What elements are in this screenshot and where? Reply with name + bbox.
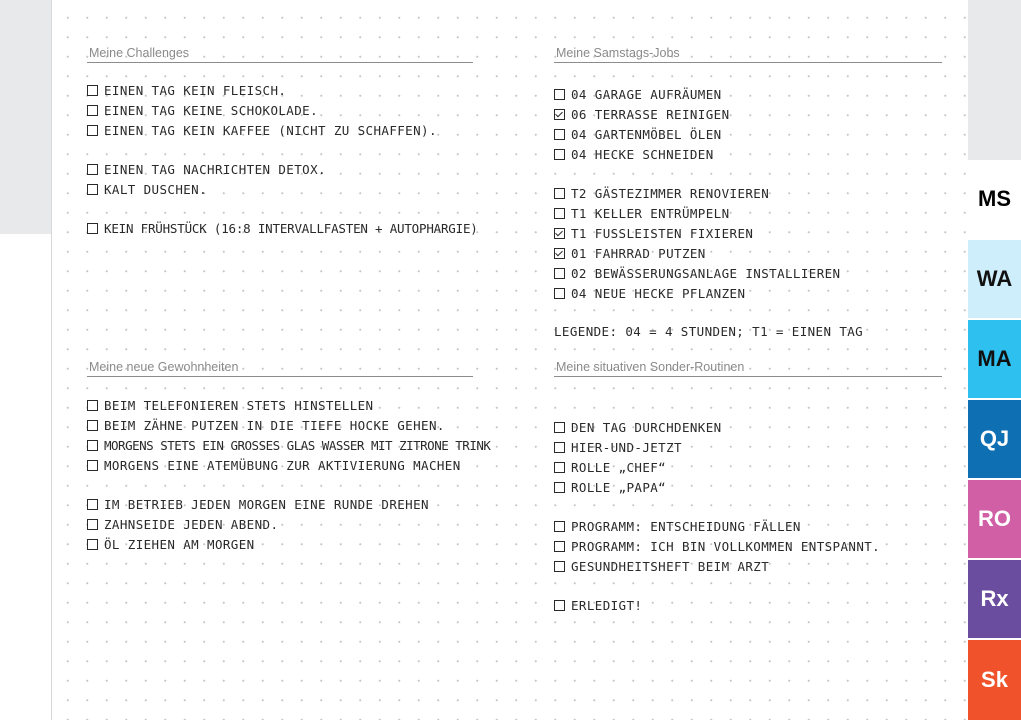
- section-divider: [87, 376, 473, 377]
- checkbox[interactable]: [554, 462, 565, 473]
- checkbox[interactable]: [554, 442, 565, 453]
- checklist-item-label: EINEN TAG NACHRICHTEN DETOX.: [104, 161, 326, 177]
- checklist-item[interactable]: [554, 243, 942, 263]
- checklist-item-label: 06 TERRASSE REINIGEN: [571, 106, 730, 122]
- checklist-item-label: KEIN FRÜHSTÜCK (16:8 INTERVALLFASTEN + AUTOPHARGIE): [104, 220, 478, 236]
- checkbox[interactable]: [87, 519, 98, 530]
- section-saturday-jobs: [554, 46, 942, 339]
- tab-label: Rx: [980, 586, 1009, 611]
- checklist-item[interactable]: [554, 183, 942, 203]
- checklist-item[interactable]: [87, 120, 473, 140]
- checkbox[interactable]: [554, 89, 565, 100]
- checklist-item-label: EINEN TAG KEIN KAFFEE (NICHT ZU SCHAFFEN).: [104, 122, 437, 138]
- checklist-item[interactable]: [554, 536, 942, 556]
- checklist-item[interactable]: [87, 80, 473, 100]
- checkbox[interactable]: [87, 223, 98, 234]
- checklist-item[interactable]: [554, 84, 942, 104]
- right-rail-blank: [968, 0, 1021, 160]
- checklist-item-label: ROLLE „CHEF“: [571, 459, 667, 475]
- checklist-item[interactable]: [554, 144, 942, 164]
- checklist-item[interactable]: [554, 263, 942, 283]
- section-divider: [87, 62, 473, 63]
- checkbox[interactable]: [554, 188, 565, 199]
- checkbox[interactable]: [554, 561, 565, 572]
- checkbox[interactable]: [87, 164, 98, 175]
- checklist-item[interactable]: [554, 124, 942, 144]
- checklist-item-label: 04 GARAGE AUFRÄUMEN: [571, 86, 722, 102]
- checklist-item[interactable]: [554, 223, 942, 243]
- checklist-item-label: 04 GARTENMÖBEL ÖLEN: [571, 126, 722, 142]
- checklist-item-label: T1 FUSSLEISTEN FIXIEREN: [571, 225, 754, 241]
- checkbox[interactable]: [554, 149, 565, 160]
- checklist-item[interactable]: [87, 159, 473, 179]
- checklist-item-label: 04 NEUE HECKE PFLANZEN: [571, 285, 746, 301]
- checklist-item-label: T2 GÄSTEZIMMER RENOVIEREN: [571, 185, 770, 201]
- checklist-item[interactable]: [554, 595, 942, 615]
- checklist-item-label: ZAHNSEIDE JEDEN ABEND.: [104, 516, 279, 532]
- tab-label: MS: [978, 186, 1011, 211]
- checkbox-checked[interactable]: [554, 248, 565, 259]
- checkbox[interactable]: [87, 184, 98, 195]
- checkbox[interactable]: [87, 85, 98, 96]
- checklist-item-label: ÖL ZIEHEN AM MORGEN: [104, 536, 255, 552]
- tab-label: Sk: [981, 667, 1008, 692]
- checkbox[interactable]: [554, 129, 565, 140]
- checklist-item-label: GESUNDHEITSHEFT BEIM ARZT: [571, 558, 770, 574]
- checkbox[interactable]: [554, 521, 565, 532]
- checklist-item-label: HIER-UND-JETZT: [571, 439, 682, 455]
- tab-ro[interactable]: [968, 480, 1021, 558]
- checklist-item-label: EINEN TAG KEINE SCHOKOLADE.: [104, 102, 318, 118]
- checkbox[interactable]: [554, 208, 565, 219]
- tab-label: MA: [977, 346, 1012, 371]
- checklist-item[interactable]: [87, 415, 473, 435]
- tab-qj[interactable]: [968, 400, 1021, 478]
- checklist-item-label: IM BETRIEB JEDEN MORGEN EINE RUNDE DREHEN: [104, 496, 429, 512]
- checklist-item[interactable]: [87, 100, 473, 120]
- section-divider: [554, 376, 942, 377]
- checklist-item-label: 04 HECKE SCHNEIDEN: [571, 146, 714, 162]
- tab-rx[interactable]: [968, 560, 1021, 638]
- checkbox[interactable]: [87, 420, 98, 431]
- checklist-item-label: T1 KELLER ENTRÜMPELN: [571, 205, 730, 221]
- checklist-item[interactable]: [554, 283, 942, 303]
- checklist-item-label: 01 FAHRRAD PUTZEN: [571, 245, 706, 261]
- checklist-item[interactable]: [554, 477, 942, 497]
- checklist-item[interactable]: [554, 437, 942, 457]
- checklist-item[interactable]: [554, 556, 942, 576]
- dotted-notebook-page: [52, 0, 968, 720]
- checklist-item[interactable]: [87, 455, 473, 475]
- checklist-item-label: BEIM TELEFONIEREN STETS HINSTELLEN: [104, 397, 374, 413]
- tab-label: WA: [976, 266, 1013, 291]
- tab-ma[interactable]: [968, 320, 1021, 398]
- left-margin-strip: [0, 0, 52, 235]
- tab-label: RO: [978, 506, 1011, 531]
- checkbox[interactable]: [87, 400, 98, 411]
- checkbox[interactable]: [554, 482, 565, 493]
- tab-sk[interactable]: [968, 640, 1021, 720]
- checklist-item-label: 02 BEWÄSSERUNGSANLAGE INSTALLIEREN: [571, 265, 841, 281]
- checklist-item[interactable]: [554, 104, 942, 124]
- section-routines: [554, 360, 942, 615]
- checklist-item[interactable]: [87, 494, 473, 514]
- checklist-item[interactable]: [87, 179, 473, 199]
- section-challenges: [87, 46, 478, 238]
- checklist-item[interactable]: [554, 203, 942, 223]
- checklist-item[interactable]: [554, 417, 942, 437]
- checklist-item[interactable]: [87, 218, 478, 238]
- checkbox[interactable]: [554, 288, 565, 299]
- checklist-item-label: ERLEDIGT!: [571, 597, 643, 613]
- checklist-item-label: ROLLE „PAPA“: [571, 479, 667, 495]
- checkbox[interactable]: [87, 125, 98, 136]
- tab-wa[interactable]: [968, 240, 1021, 318]
- section-title: Meine situativen Sonder-Routinen: [556, 360, 745, 374]
- tab-ms[interactable]: [968, 160, 1021, 238]
- section-title: Meine Challenges: [89, 46, 190, 60]
- checklist-item-label: PROGRAMM: ICH BIN VOLLKOMMEN ENTSPANNT.: [571, 538, 881, 554]
- checklist-item[interactable]: [554, 457, 942, 477]
- checkbox-checked[interactable]: [554, 228, 565, 239]
- checkbox[interactable]: [87, 539, 98, 550]
- checklist-item-label: MORGENS STETS EIN GROSSES GLAS WASSER MIT ZITRONE TRINK: [104, 437, 491, 453]
- section-habits: [87, 360, 491, 554]
- left-margin-strip-lower: [0, 234, 52, 720]
- checklist-item[interactable]: [87, 514, 473, 534]
- tab-label: QJ: [979, 426, 1010, 451]
- checkbox[interactable]: [554, 541, 565, 552]
- checkbox[interactable]: [554, 600, 565, 611]
- checkbox[interactable]: [554, 268, 565, 279]
- section-divider: [554, 62, 942, 63]
- checkbox[interactable]: [87, 460, 98, 471]
- section-title: Meine Samstags-Jobs: [556, 46, 680, 60]
- checklist-item[interactable]: [554, 516, 942, 536]
- checkbox[interactable]: [554, 422, 565, 433]
- checklist-item-label: EINEN TAG KEIN FLEISCH.: [104, 82, 287, 98]
- checklist-item[interactable]: [87, 534, 473, 554]
- checkbox[interactable]: [87, 440, 98, 451]
- checklist-item-label: MORGENS EINE ATEMÜBUNG ZUR AKTIVIERUNG MACHEN: [104, 457, 461, 473]
- checklist-item[interactable]: [87, 395, 473, 415]
- legend-text: LEGENDE: 04 = 4 STUNDEN; T1 = EINEN TAG: [554, 324, 864, 339]
- checklist-item-label: BEIM ZÄHNE PUTZEN IN DIE TIEFE HOCKE GEHEN.: [104, 417, 445, 433]
- checkbox[interactable]: [87, 105, 98, 116]
- checkbox[interactable]: [87, 499, 98, 510]
- checklist-item-label: PROGRAMM: ENTSCHEIDUNG FÄLLEN: [571, 518, 801, 534]
- checklist-item-label: DEN TAG DURCHDENKEN: [571, 419, 722, 435]
- checklist-item-label: KALT DUSCHEN.: [104, 181, 208, 197]
- section-title: Meine neue Gewohnheiten: [89, 360, 239, 374]
- checklist-item[interactable]: [87, 435, 491, 455]
- checkbox-checked[interactable]: [554, 109, 565, 120]
